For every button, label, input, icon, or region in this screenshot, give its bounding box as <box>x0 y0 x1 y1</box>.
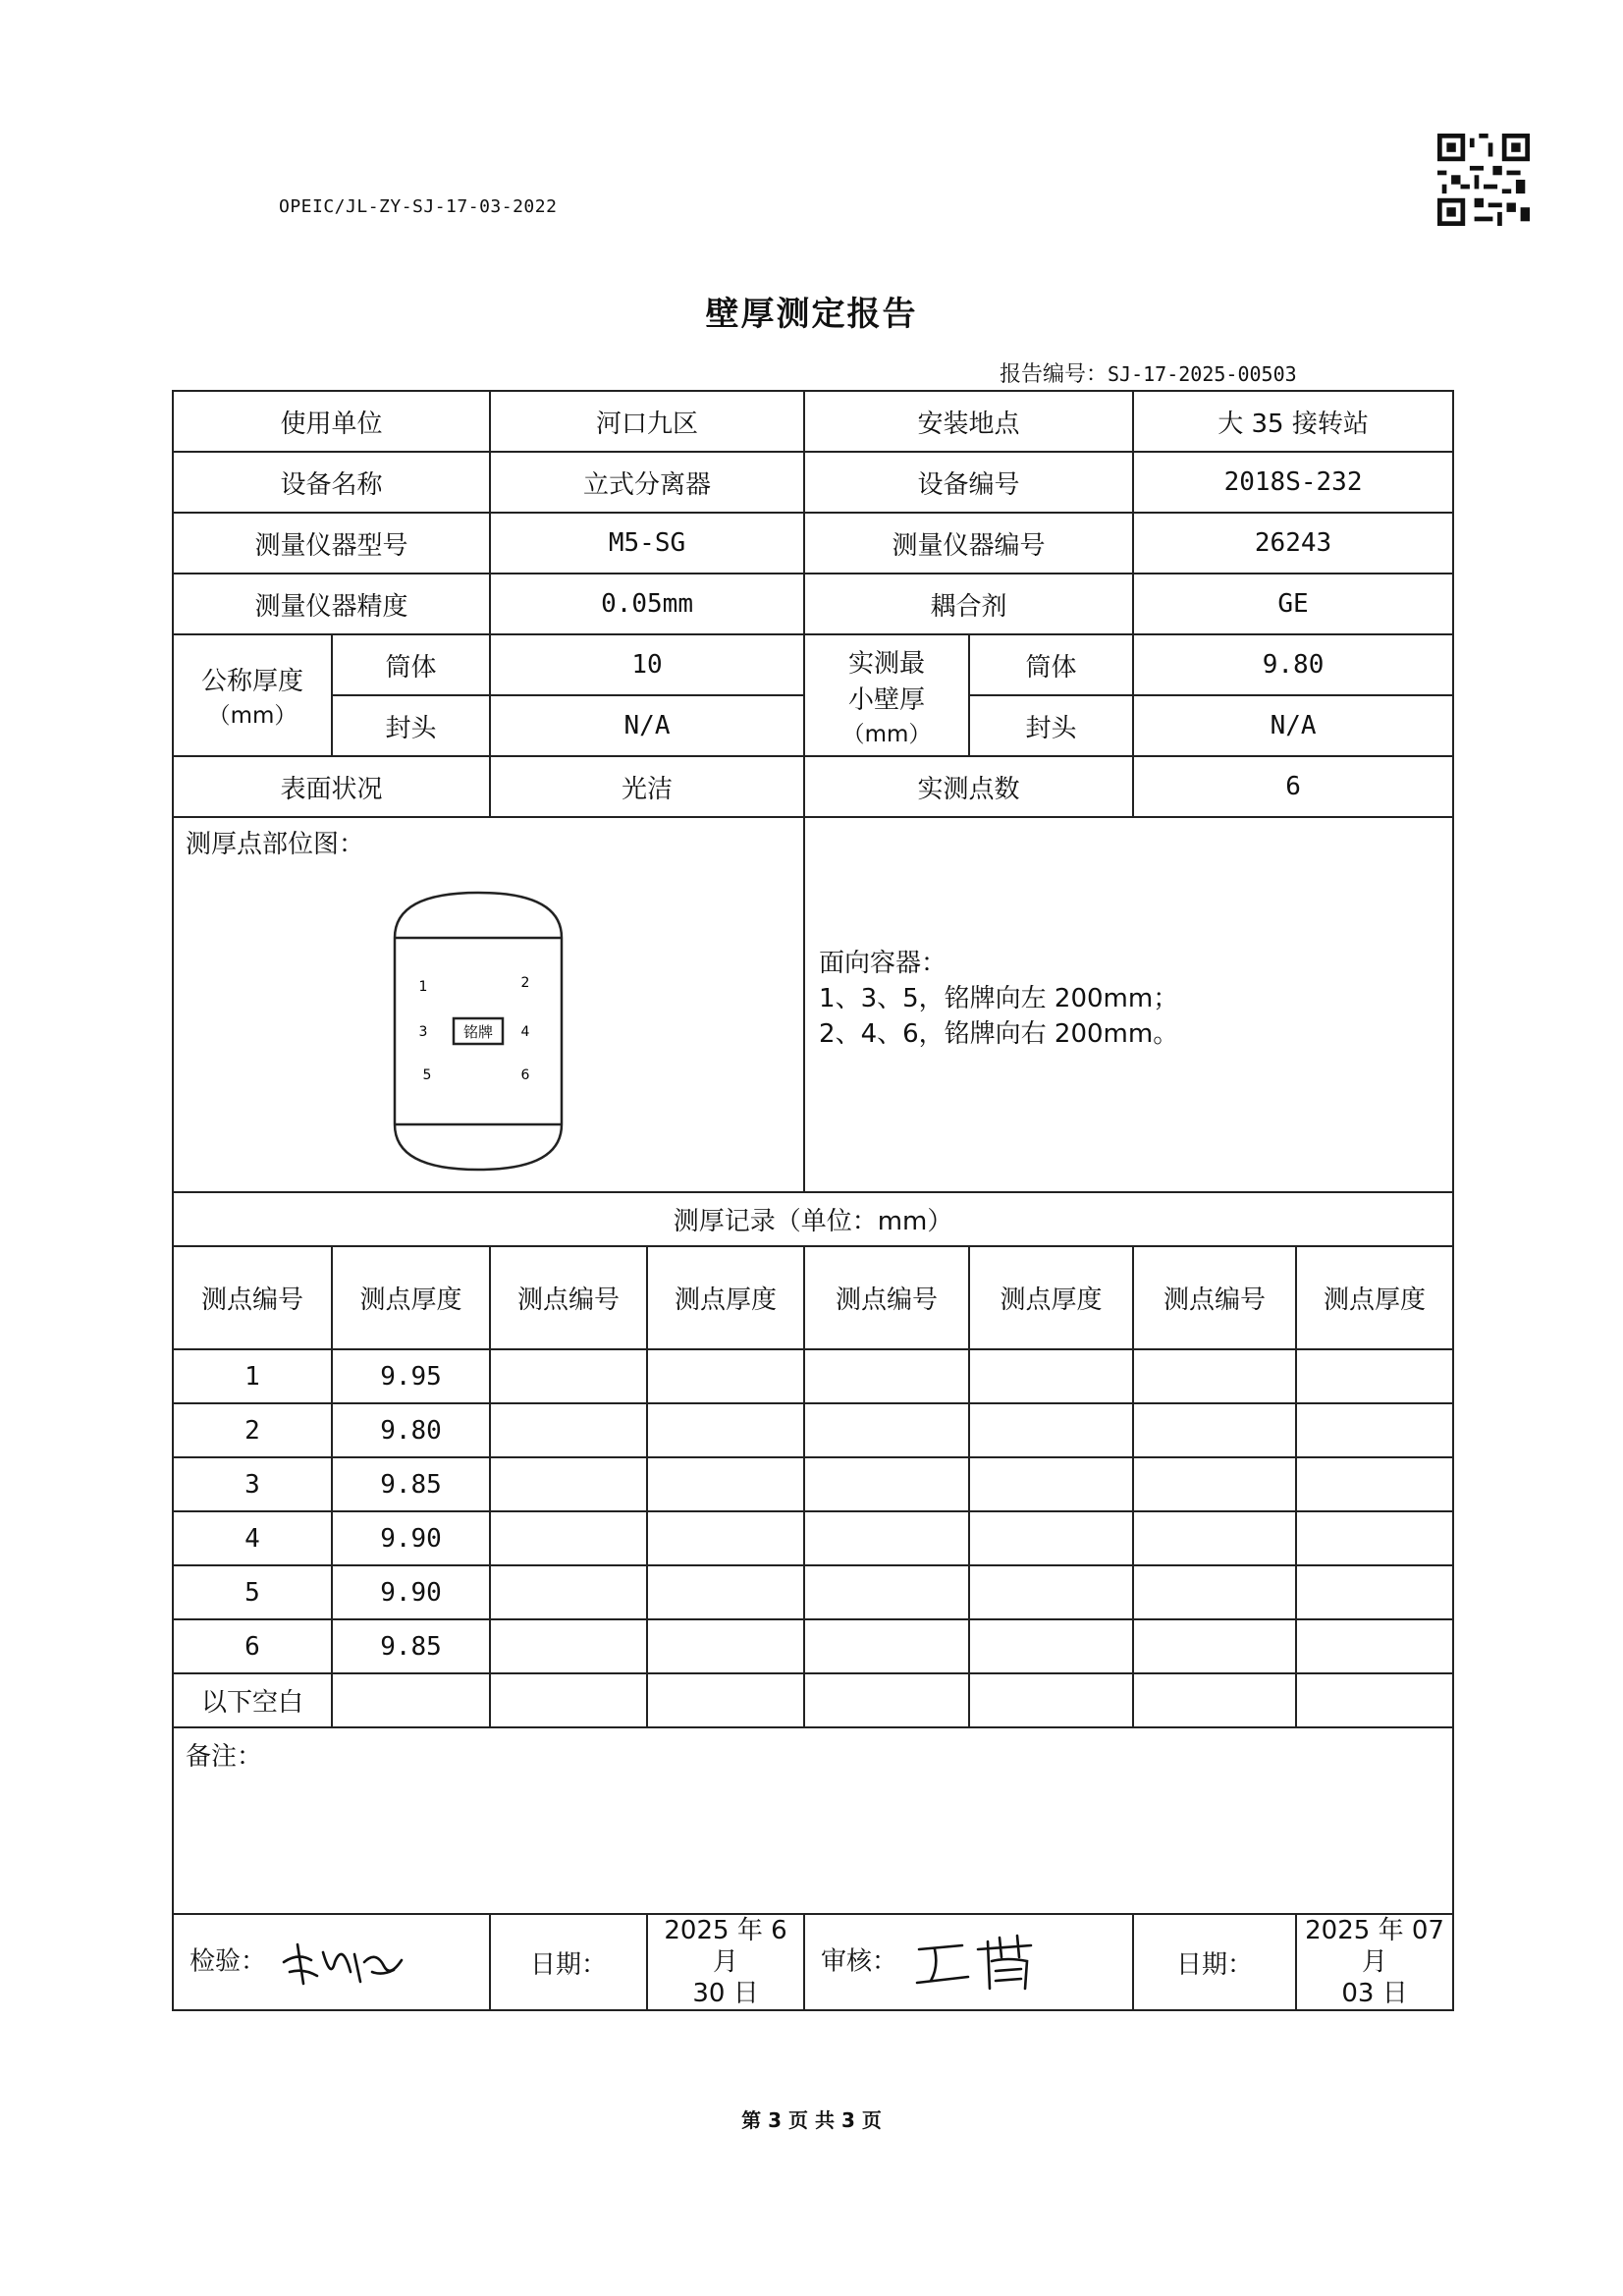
reviewer-signature <box>905 1928 1053 1996</box>
table-row <box>173 1403 1453 1457</box>
table-row <box>173 1565 1453 1619</box>
inst-model-label: 测量仪器型号 <box>173 513 490 574</box>
point-1: 1 <box>418 979 428 995</box>
nominal-shell-label: 筒体 <box>332 634 490 695</box>
table-row <box>173 1457 1453 1511</box>
report-number-label: 报告编号： <box>1000 362 1109 387</box>
col-header-thk: 测点厚度 <box>969 1246 1133 1349</box>
nominal-thickness-label <box>173 634 332 756</box>
equip-name-label: 设备名称 <box>173 452 490 513</box>
review-date-line1: 2025 年 07 月 <box>1305 1916 1444 1977</box>
nominal-head-value: N/A <box>490 695 804 756</box>
record-thk: 9.85 <box>332 1457 490 1511</box>
review-date-label: 日期： <box>1133 1914 1296 2010</box>
col-header-no: 测点编号 <box>804 1246 969 1349</box>
col-header-no: 测点编号 <box>490 1246 647 1349</box>
desc-line-2: 1、3、5，铭牌向左 200mm； <box>819 984 1179 1013</box>
min-thickness-label <box>804 634 969 756</box>
report-number <box>1000 357 1297 388</box>
blank-below-label: 以下空白 <box>173 1673 332 1727</box>
nominal-head-label: 封头 <box>332 695 490 756</box>
col-header-no: 测点编号 <box>173 1246 332 1349</box>
nameplate-label: 铭牌 <box>462 1023 494 1041</box>
couplant-label: 耦合剂 <box>804 574 1133 634</box>
qr-code-icon <box>1437 134 1530 226</box>
nominal-unit: （mm） <box>207 703 298 729</box>
reviewer-cell <box>804 1914 1133 2010</box>
record-no: 5 <box>173 1565 332 1619</box>
table-row <box>173 1511 1453 1565</box>
col-header-thk: 测点厚度 <box>647 1246 804 1349</box>
point-6: 6 <box>520 1067 530 1083</box>
user-label: 使用单位 <box>173 391 490 452</box>
inst-no-value: 26243 <box>1133 513 1453 574</box>
remarks-cell <box>173 1727 1453 1914</box>
point-3: 3 <box>418 1024 428 1040</box>
record-no: 1 <box>173 1349 332 1403</box>
record-thk: 9.95 <box>332 1349 490 1403</box>
equip-name-value: 立式分离器 <box>490 452 804 513</box>
diagram-label: 测厚点部位图： <box>186 830 365 859</box>
equip-no-value: 2018S-232 <box>1133 452 1453 513</box>
inst-precision-label: 测量仪器精度 <box>173 574 490 634</box>
col-header-thk: 测点厚度 <box>1296 1246 1453 1349</box>
nominal-label: 公称厚度 <box>200 667 303 696</box>
row-diagram <box>173 817 1453 1192</box>
record-no: 4 <box>173 1511 332 1565</box>
record-thk: 9.80 <box>332 1403 490 1457</box>
location-label: 安装地点 <box>804 391 1133 452</box>
point-2: 2 <box>520 975 530 991</box>
min-head-label: 封头 <box>969 695 1133 756</box>
point-4: 4 <box>520 1024 530 1040</box>
page-title: 壁厚测定报告 <box>705 295 918 334</box>
record-thk: 9.90 <box>332 1565 490 1619</box>
min-shell-value: 9.80 <box>1133 634 1453 695</box>
min-head-value: N/A <box>1133 695 1453 756</box>
remarks-label: 备注： <box>186 1742 263 1772</box>
points-value: 6 <box>1133 756 1453 817</box>
couplant-value: GE <box>1133 574 1453 634</box>
surface-value: 光洁 <box>490 756 804 817</box>
min-label-line1: 实测最 <box>848 648 926 679</box>
inspect-date-label: 日期： <box>490 1914 647 2010</box>
points-label: 实测点数 <box>804 756 1133 817</box>
record-no: 6 <box>173 1619 332 1673</box>
row-remarks <box>173 1727 1453 1914</box>
inspect-label: 检验： <box>189 1946 267 1977</box>
table-row <box>173 1619 1453 1673</box>
review-date <box>1296 1914 1453 2010</box>
nominal-shell-value: 10 <box>490 634 804 695</box>
inspect-date-line1: 2025 年 6 月 <box>664 1916 787 1977</box>
inst-precision-value: 0.05mm <box>490 574 804 634</box>
desc-line-3: 2、4、6，铭牌向右 200mm。 <box>819 1019 1179 1049</box>
page-footer: 第 3 页 共 3 页 <box>741 2108 882 2132</box>
inspect-date-line2: 30 日 <box>692 1979 759 2008</box>
user-value: 河口九区 <box>490 391 804 452</box>
row-precision <box>173 574 1453 634</box>
col-header-thk: 测点厚度 <box>332 1246 490 1349</box>
point-5: 5 <box>422 1067 432 1083</box>
vessel-diagram <box>390 889 567 1174</box>
min-label-line2: 小壁厚 <box>848 684 926 715</box>
diagram-cell <box>173 817 804 1192</box>
record-thk: 9.90 <box>332 1511 490 1565</box>
review-date-line2: 03 日 <box>1341 1979 1408 2008</box>
row-equipment <box>173 452 1453 513</box>
desc-line-1: 面向容器： <box>819 949 947 978</box>
row-instrument <box>173 513 1453 574</box>
record-no: 3 <box>173 1457 332 1511</box>
diagram-description-cell <box>804 817 1453 1192</box>
diagram-description <box>819 946 1178 1052</box>
inspect-date <box>647 1914 804 2010</box>
document-code: OPEIC/JL-ZY-SJ-17-03-2022 <box>279 196 558 217</box>
location-value: 大 35 接转站 <box>1133 391 1453 452</box>
inspector-cell <box>173 1914 490 2010</box>
record-no: 2 <box>173 1403 332 1457</box>
inst-model-value: M5-SG <box>490 513 804 574</box>
inst-no-label: 测量仪器编号 <box>804 513 1133 574</box>
row-user <box>173 391 1453 452</box>
table-row <box>173 1349 1453 1403</box>
surface-label: 表面状况 <box>173 756 490 817</box>
min-shell-label: 筒体 <box>969 634 1133 695</box>
inspector-signature <box>274 1933 411 1992</box>
record-thk: 9.85 <box>332 1619 490 1673</box>
records-header <box>173 1246 1453 1349</box>
equip-no-label: 设备编号 <box>804 452 1133 513</box>
row-signatures <box>173 1914 1453 2010</box>
row-thickness-shell <box>173 634 1453 695</box>
row-surface <box>173 756 1453 817</box>
col-header-no: 测点编号 <box>1133 1246 1296 1349</box>
row-records-title <box>173 1192 1453 1246</box>
review-label: 审核： <box>821 1946 898 1977</box>
report-table <box>172 390 1454 2011</box>
records-title: 测厚记录（单位：mm） <box>173 1192 1453 1246</box>
report-number-value: SJ-17-2025-00503 <box>1108 362 1297 386</box>
table-row-blank <box>173 1673 1453 1727</box>
min-unit: （mm） <box>841 721 932 747</box>
